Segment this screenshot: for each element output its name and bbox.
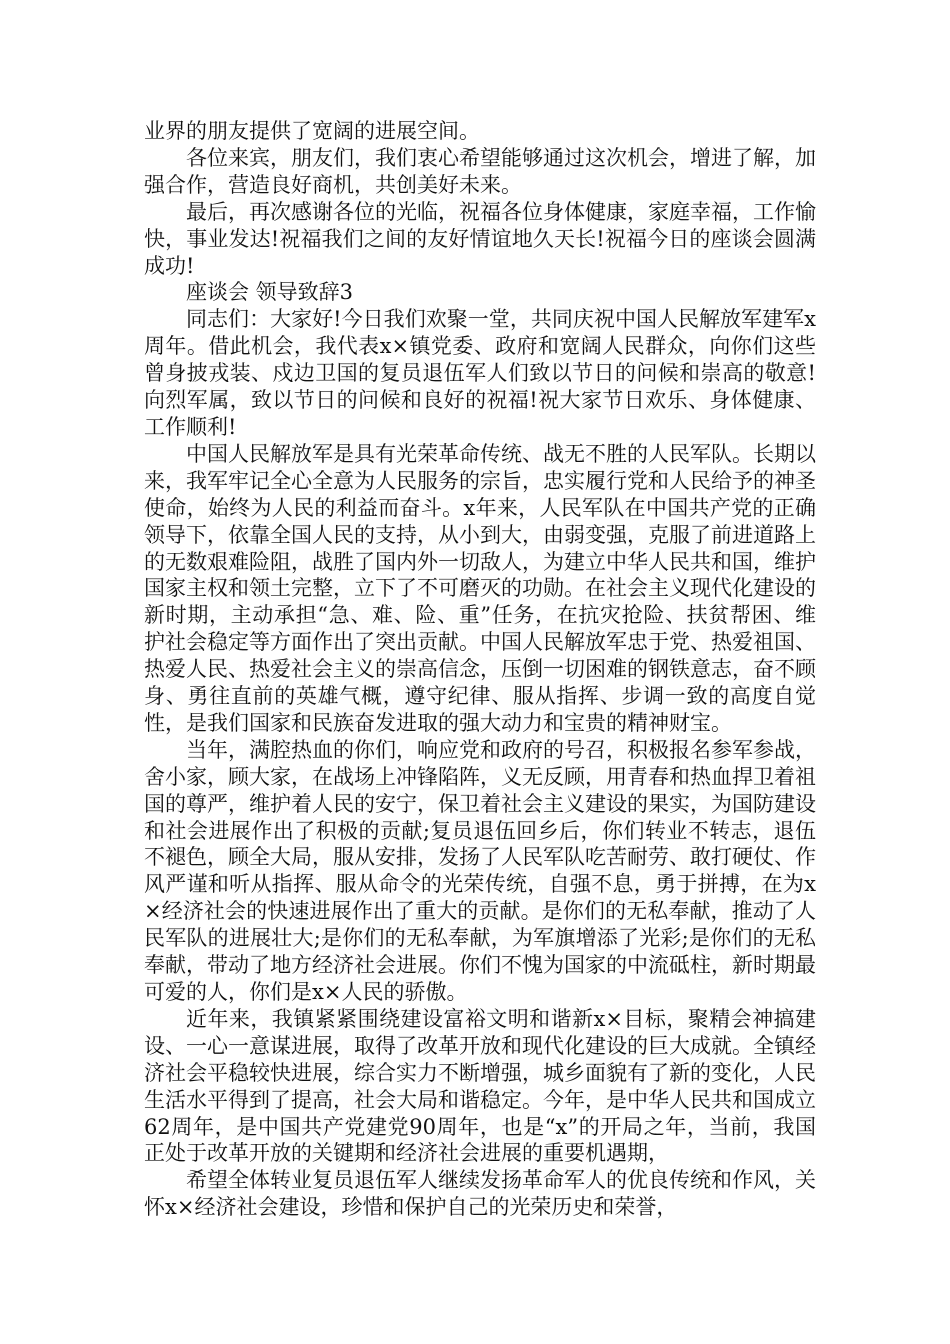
- paragraph: 各位来宾，朋友们，我们衷心希望能够通过这次机会，增进了解，加强合作，营造良好商机，共创美好未来。: [144, 145, 816, 197]
- paragraph: 业界的朋友提供了宽阔的进展空间。: [144, 119, 480, 143]
- paragraph: 中国人民解放军是具有光荣革命传统、战无不胜的人民军队。长期以来，我军牢记全心全意为人民服务的宗旨，忠实履行党和人民给予的神圣使命，始终为人民的利益而奋斗。x年来，人民军队在中国共产党的正确领导下，依靠全国人民的支持，从小到大，由弱变强，克服了前进道路上的无数艰难险阻，战胜了国内外一切敌人，为建立中华人民共和国，维护国家主权和领土完整，立下了不可磨灭的功勋。在社会主义现代化建设的新时期，主动承担“急、难、险、重”任务，在抗灾抢险、扶贫帮困、维护社会稳定等方面作出了突出贡献。中国人民解放军忠于党、热爱祖国、热爱人民、热爱社会主义的崇高信念，压倒一切困难的钢铁意志，奋不顾身、勇往直前的英雄气概，遵守纪律、服从指挥、步调一致的高度自觉性，是我们国家和民族奋发进取的强大动力和宝贵的精神财宝。: [144, 441, 816, 735]
- paragraph: 同志们：大家好!今日我们欢聚一堂，共同庆祝中国人民解放军建军x周年。借此机会，我代表x×镇党委、政府和宽阔人民群众，向你们这些曾身披戎装、戍边卫国的复员退伍军人们致以节日的问候和崇高的敬意!向烈军属，致以节日的问候和良好的祝福!祝大家节日欢乐、身体健康、工作顺利!: [144, 307, 816, 439]
- section-heading: 座谈会 领导致辞3: [186, 280, 354, 305]
- document-body: [144, 118, 816, 1221]
- paragraph: 最后，再次感谢各位的光临，祝福各位身体健康，家庭幸福，工作愉快，事业发达!祝福我们之间的友好情谊地久天长!祝福今日的座谈会圆满成功!: [144, 199, 816, 278]
- paragraph: 希望全体转业复员退伍军人继续发扬革命军人的优良传统和作风，关怀x×经济社会建设，珍惜和保护自己的光荣历史和荣誉，: [144, 1168, 816, 1220]
- paragraph: 当年，满腔热血的你们，响应党和政府的号召，积极报名参军参战，舍小家，顾大家，在战场上冲锋陷阵，义无反顾，用青春和热血捍卫着祖国的尊严，维护着人民的安宁，保卫着社会主义建设的果实，为国防建设和社会进展作出了积极的贡献;复员退伍回乡后，你们转业不转志，退伍不褪色，顾全大局，服从安排，发扬了人民军队吃苦耐劳、敢打硬仗、作风严谨和听从指挥、服从命令的光荣传统，自强不息，勇于拼搏，在为x×经济社会的快速进展作出了重大的贡献。是你们的无私奉献，推动了人民军队的进展壮大;是你们的无私奉献，为军旗增添了光彩;是你们的无私奉献，带动了地方经济社会进展。你们不愧为国家的中流砥柱，新时期最可爱的人，你们是x×人民的骄傲。: [144, 737, 816, 1004]
- paragraph: 近年来，我镇紧紧围绕建设富裕文明和谐新x×目标，聚精会神搞建设、一心一意谋进展，取得了改革开放和现代化建设的巨大成就。全镇经济社会平稳较快进展，综合实力不断增强，城乡面貌有了新的变化，人民生活水平得到了提高，社会大局和谐稳定。今年，是中华人民共和国成立62周年，是中国共产党建党90周年，也是“x”的开局之年，当前，我国正处于改革开放的关键期和经济社会进展的重要机遇期，: [144, 1006, 816, 1166]
